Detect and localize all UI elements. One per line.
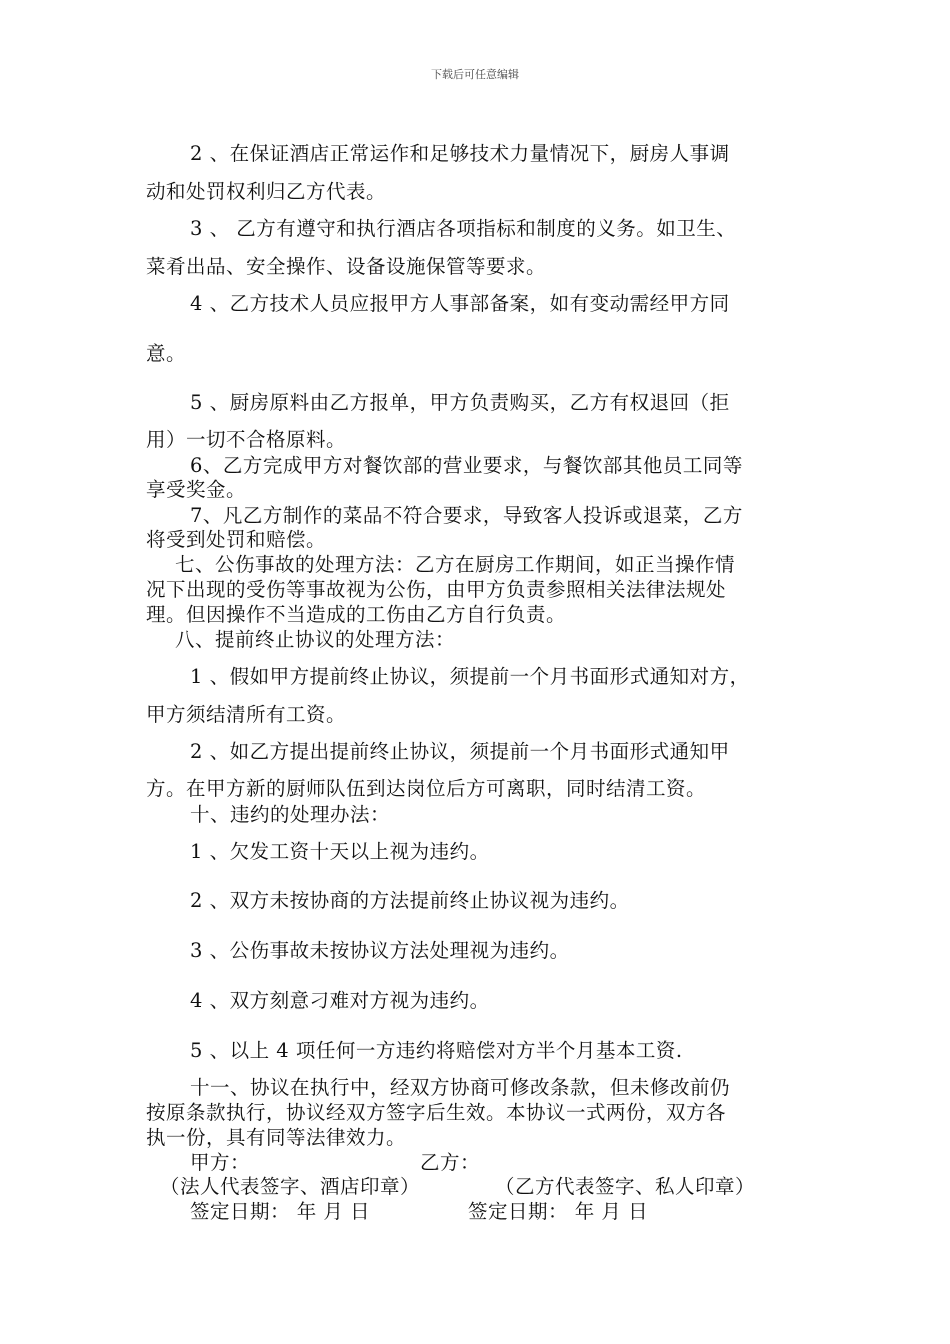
party-a-label: 甲方： — [190, 1151, 251, 1174]
section-10-heading: 十、违约的处理办法： — [190, 803, 391, 826]
clause-2-line-1: 2 、在保证酒店正常运作和足够技术力量情况下，厨房人事调 — [190, 142, 730, 165]
clause-3-line-2: 菜肴出品、安全操作、设备设施保管等要求。 — [146, 255, 547, 278]
clause-6-line-1: 6、乙方完成甲方对餐饮部的营业要求，与餐饮部其他员工同等 — [190, 454, 743, 477]
section-10-item-1: 1 、欠发工资十天以上视为违约。 — [190, 840, 490, 863]
section-8-item-2-line-1: 2 、如乙方提出提前终止协议，须提前一个月书面形式通知甲 — [190, 740, 730, 763]
section-10-item-3: 3 、公伤事故未按协议方法处理视为违约。 — [190, 939, 570, 962]
section-8-item-1-line-1: 1 、假如甲方提前终止协议，须提前一个月书面形式通知对方， — [190, 665, 750, 688]
clause-6-line-2: 享受奖金。 — [146, 478, 247, 501]
section-10-item-4: 4 、双方刻意刁难对方视为违约。 — [190, 989, 490, 1012]
section-8-heading: 八、提前终止协议的处理方法： — [175, 628, 456, 651]
section-7-line-2: 况下出现的受伤等事故视为公伤，由甲方负责参照相关法律法规处 — [146, 578, 727, 601]
party-a-signature-note: （法人代表签字、酒店印章） — [160, 1175, 421, 1198]
clause-4-line-1: 4 、乙方技术人员应报甲方人事部备案，如有变动需经甲方同 — [190, 292, 730, 315]
section-8-item-2-line-2: 方。在甲方新的厨师队伍到达岗位后方可离职，同时结清工资。 — [146, 777, 707, 800]
section-11-line-2: 按原条款执行，协议经双方签字后生效。本协议一式两份，双方各 — [146, 1101, 727, 1124]
party-b-sign-date: 签定日期： 年 月 日 — [468, 1200, 649, 1223]
clause-3-line-1: 3 、 乙方有遵守和执行酒店各项指标和制度的义务。如卫生、 — [190, 217, 737, 240]
party-a-sign-date: 签定日期： 年 月 日 — [190, 1200, 371, 1223]
section-10-item-5: 5 、以上 4 项任何一方违约将赔偿对方半个月基本工资. — [190, 1039, 683, 1062]
clause-5-line-1: 5 、厨房原料由乙方报单，甲方负责购买，乙方有权退回（拒 — [190, 391, 730, 414]
clause-7-line-2: 将受到处罚和赔偿。 — [146, 528, 327, 551]
section-11-line-3: 执一份，具有同等法律效力。 — [146, 1126, 407, 1149]
section-10-item-2: 2 、双方未按协商的方法提前终止协议视为违约。 — [190, 889, 630, 912]
clause-4-line-2: 意。 — [146, 342, 187, 365]
section-11-line-1: 十一、协议在执行中，经双方协商可修改条款，但未修改前仍 — [190, 1076, 731, 1099]
clause-2-line-2: 动和处罚权利归乙方代表。 — [146, 180, 387, 203]
section-7-line-1: 七、公伤事故的处理方法：乙方在厨房工作期间，如正当操作情 — [175, 553, 736, 576]
party-b-signature-note: （乙方代表签字、私人印章） — [495, 1175, 756, 1198]
party-b-label: 乙方： — [420, 1151, 481, 1174]
clause-5-line-2: 用）一切不合格原料。 — [146, 428, 347, 451]
section-7-line-3: 理。但因操作不当造成的工伤由乙方自行负责。 — [146, 603, 567, 626]
clause-7-line-1: 7、凡乙方制作的菜品不符合要求，导致客人投诉或退菜，乙方 — [190, 504, 743, 527]
section-8-item-1-line-2: 甲方须结清所有工资。 — [146, 703, 347, 726]
page-header-note: 下载后可任意编辑 — [431, 68, 519, 81]
